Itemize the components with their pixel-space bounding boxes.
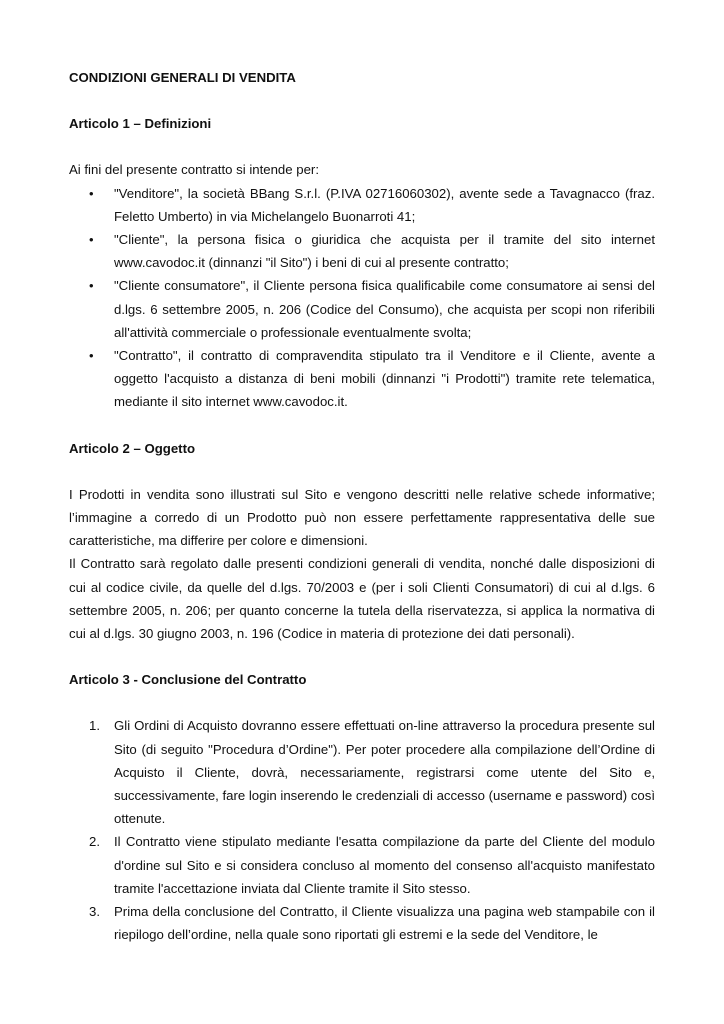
list-item-text: "Cliente", la persona fisica o giuridica che acquista per il tramite del sito internet www.cavodoc.it (dinnanzi "il Sito") i beni di cui al presente contratto; [114, 232, 655, 271]
bullet-icon: • [89, 348, 94, 364]
article-3-heading: Articolo 3 - Conclusione del Contratto [69, 672, 307, 688]
article-1-heading: Articolo 1 – Definizioni [69, 116, 212, 132]
list-item [69, 900, 655, 946]
bullet-icon: • [89, 278, 94, 294]
definitions-list [69, 182, 655, 414]
list-item-text: "Cliente consumatore", il Cliente persona fisica qualificabile come consumatore ai sensi del d.lgs. 6 settembre 2005, n. 206 (Codice del Consumo), che acquista per scopi non riferibili all'attività commerciale o professionale eventualmente svolta; [114, 278, 655, 340]
list-item [69, 274, 655, 344]
list-number: 1. [89, 718, 100, 734]
list-item [69, 714, 655, 830]
list-item-text: "Contratto", il contratto di compravendita stipulato tra il Venditore e il Cliente, avente a oggetto l'acquisto a distanza di beni mobili (dinnanzi "i Prodotti") tramite rete telematica, mediante il sito internet www.cavodoc.it. [114, 348, 655, 410]
document-body [69, 66, 655, 947]
bullet-icon: • [89, 185, 94, 201]
list-item [69, 830, 655, 900]
article-2-heading: Articolo 2 – Oggetto [69, 440, 196, 456]
list-item-text: "Venditore", la società BBang S.r.l. (P.IVA 02716060302), avente sede a Tavagnacco (fraz. Feletto Umberto) in via Michelangelo Buonarroti 41; [114, 185, 655, 224]
bullet-icon: • [89, 232, 94, 248]
conclusion-list [69, 714, 655, 946]
list-item-text: Il Contratto viene stipulato mediante l'esatta compilazione da parte del Cliente del modulo d'ordine sul Sito e si considera concluso al momento del consenso all'acquisto manifestato tramite l'accettazione inviata dal Cliente tramite il Sito stesso. [114, 834, 655, 896]
list-item-text: Prima della conclusione del Contratto, il Cliente visualizza una pagina web stampabile con il riepilogo dell’ordine, nella quale sono riportati gli estremi e la sede del Venditore, le [114, 904, 655, 943]
article-2-paragraph-1: I Prodotti in vendita sono illustrati sul Sito e vengono descritti nelle relative schede informative; l’immagine a corredo di un Prodotto può non essere perfettamente rappresentativa delle sue caratteristiche, ma differire per colore e dimensioni. [69, 486, 655, 549]
list-item [69, 344, 655, 414]
article-2-paragraph-2: Il Contratto sarà regolato dalle presenti condizioni generali di vendita, nonché dalle disposizioni di cui al codice civile, da quelle del d.lgs. 70/2003 e (per i soli Clienti Consumatori) di cui al d.lgs. 6 settembre 2005, n. 206; per quanto concerne la tutela della riservatezza, si applica la normativa di cui al d.lgs. 30 giugno 2003, n. 196 (Codice in materia di protezione dei dati personali). [69, 556, 655, 642]
list-number: 2. [89, 834, 100, 850]
list-item [69, 228, 655, 274]
list-number: 3. [89, 904, 100, 920]
list-item-text: Gli Ordini di Acquisto dovranno essere effettuati on-line attraverso la procedura presente sul Sito (di seguito "Procedura d’Ordine"). Per poter procedere alla compilazione dell’Ordine di Acquisto il Cliente, dovrà, necessariamente, registrarsi come utente del Sito e, successivamente, fare login inserendo le credenziali di accesso (username e password) così ottenute. [114, 718, 655, 827]
document-title: CONDIZIONI GENERALI DI VENDITA [69, 70, 296, 85]
list-item [69, 182, 655, 228]
article-1-intro: Ai fini del presente contratto si intende per: [69, 162, 319, 178]
